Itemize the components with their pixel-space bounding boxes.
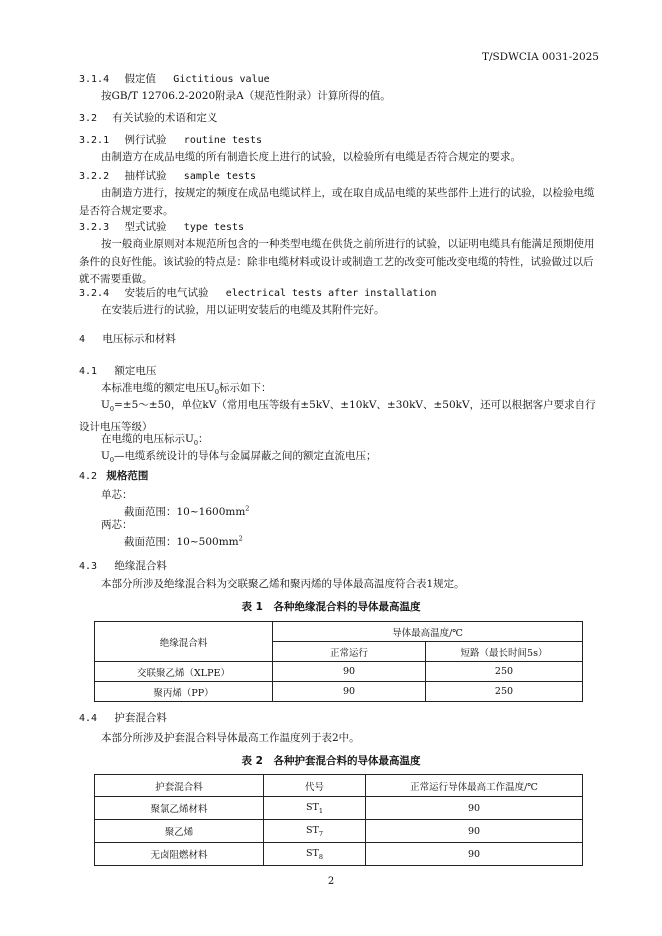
section-3-1-4-heading <box>79 71 270 86</box>
section-number: 4 <box>79 334 86 345</box>
section-number: 3.2.1 <box>79 135 110 146</box>
table-cell: 聚丙烯（PP） <box>95 682 273 702</box>
table-header: 正常运行 <box>273 642 426 662</box>
table-cell: 90 <box>366 820 583 843</box>
single-core-label: 单芯： <box>101 489 133 501</box>
rated-voltage-intro: 本标准电缆的额定电压$U_0$标示如下： <box>101 382 272 397</box>
section-title: 假定值 <box>124 73 156 85</box>
section-4-1-heading <box>79 363 156 378</box>
table-cell: $ST_8$ <box>264 843 366 866</box>
section-title: 有关试验的术语和定义 <box>112 112 218 124</box>
section-english-term: routine tests <box>183 135 263 146</box>
table-row <box>95 797 583 820</box>
table-cell: 聚乙烯 <box>95 820 264 843</box>
table-cell: 250 <box>426 682 583 702</box>
section-3-2-1-heading <box>79 132 262 147</box>
document-code: T/SDWCIA 0031-2025 <box>481 51 599 63</box>
section-title: 绝缘混合料 <box>114 560 167 572</box>
section-number: 3.1.4 <box>79 74 110 85</box>
table-header: 正常运行导体最高工作温度/℃ <box>366 775 583 797</box>
table-2 <box>94 774 583 866</box>
table-cell: 90 <box>273 682 426 702</box>
section-3-1-4-body: 按GB/T 12706.2-2020附录A（规范性附录）计算所得的值。 <box>101 90 391 102</box>
section-title: 电压标示和材料 <box>102 333 176 345</box>
section-number: 3.2 <box>79 113 98 124</box>
section-number: 4.4 <box>79 713 98 724</box>
table-cell: 90 <box>366 843 583 866</box>
section-title: 型式试验 <box>124 221 167 233</box>
table-row <box>95 820 583 843</box>
two-core-label: 两芯： <box>101 519 133 531</box>
page-number: 2 <box>327 876 335 887</box>
section-title: 护套混合料 <box>114 712 167 724</box>
section-english-term: Gictitious value <box>173 74 270 85</box>
section-english-term: electrical tests after installation <box>225 288 437 299</box>
table-cell: 无卤阻燃材料 <box>95 843 264 866</box>
section-3-2-heading <box>79 110 217 125</box>
table-row <box>95 662 583 682</box>
table-cell: 交联聚乙烯（XLPE） <box>95 662 273 682</box>
table-2-caption: 表 2 各种护套混合料的导体最高温度 <box>241 755 421 767</box>
table-cell: 聚氯乙烯材料 <box>95 797 264 820</box>
section-title: 额定电压 <box>114 365 157 377</box>
table-header: 短路（最长时间5s） <box>426 642 583 662</box>
single-core-range: 截面范围：$10\sim 1600mm^2$ <box>124 504 250 518</box>
table-cell: 90 <box>273 662 426 682</box>
section-3-2-2-body: 由制造方进行，按规定的频度在成品电缆试样上，或在取自成品电缆的某些部件上进行的试验，以检验电缆是否符合规定要求。 <box>79 187 595 217</box>
section-english-term: type tests <box>183 222 245 233</box>
section-number: 3.2.3 <box>79 222 110 233</box>
table-header: 代号 <box>264 775 366 797</box>
section-title: 例行试验 <box>124 134 167 146</box>
table-cell: 90 <box>366 797 583 820</box>
section-number: 4.3 <box>79 561 98 572</box>
table-row <box>95 843 583 866</box>
section-number: 4.2 <box>79 471 98 482</box>
table-header: 绝缘混合料 <box>95 622 273 662</box>
section-3-2-4-body: 在安装后进行的试验，用以证明安装后的电缆及其附件完好。 <box>101 304 385 316</box>
section-4-3-body: 本部分所涉及绝缘混合料为交联聚乙烯和聚丙烯的导体最高温度符合表1规定。 <box>101 578 465 590</box>
two-core-range: 截面范围：$10\sim 500mm^2$ <box>124 534 243 548</box>
section-english-term: sample tests <box>183 171 257 182</box>
voltage-marking-intro: 在电缆的电压标示$U_0$： <box>101 433 209 448</box>
section-3-2-4-heading <box>79 285 437 300</box>
section-number: 3.2.4 <box>79 288 110 299</box>
rated-voltage-range: $U_0=\pm 5\sim\pm 50$，单位kV（常用电压等级有±5kV、±10kV、±30kV、±50kV，还可以根据客户要求自行设计电压等级） <box>79 399 596 433</box>
section-3-2-3-heading <box>79 219 244 234</box>
section-number: 3.2.2 <box>79 171 110 182</box>
section-4-4-body: 本部分所涉及护套混合料导体最高工作温度列于表2中。 <box>101 732 360 744</box>
table-1-caption: 表 1 各种绝缘混合料的导体最高温度 <box>241 601 421 613</box>
section-number: 4.1 <box>79 366 98 377</box>
section-4-2-heading <box>79 468 148 483</box>
table-cell: $ST_7$ <box>264 820 366 843</box>
section-3-2-3-body: 按一般商业原则对本规范所包含的一种类型电缆在供货之前所进行的试验，以证明电缆具有能满足预期使用条件的良好性能。该试验的特点是：除非电缆材料或设计或制造工艺的改变可能改变电缆的特性，试验做过以后就不需要重做。 <box>79 238 595 285</box>
table-cell: 250 <box>426 662 583 682</box>
table-header: 护套混合料 <box>95 775 264 797</box>
voltage-definition: $U_0—$电缆系统设计的导体与金属屏蔽之间的额定直流电压； <box>101 450 377 465</box>
section-3-2-2-heading <box>79 168 256 183</box>
section-4-heading <box>79 331 176 346</box>
section-3-2-1-body: 由制造方在成品电缆的所有制造长度上进行的试验，以检验所有电缆是否符合规定的要求。 <box>101 151 521 163</box>
section-title: 抽样试验 <box>124 170 167 182</box>
section-4-4-heading <box>79 710 167 725</box>
table-cell: $ST_1$ <box>264 797 366 820</box>
section-4-3-heading <box>79 558 167 573</box>
section-title: 安装后的电气试验 <box>124 287 209 299</box>
section-title: 规格范围 <box>106 470 149 482</box>
table-header: 导体最高温度/℃ <box>273 622 583 642</box>
table-row <box>95 682 583 702</box>
table-1 <box>94 621 583 702</box>
